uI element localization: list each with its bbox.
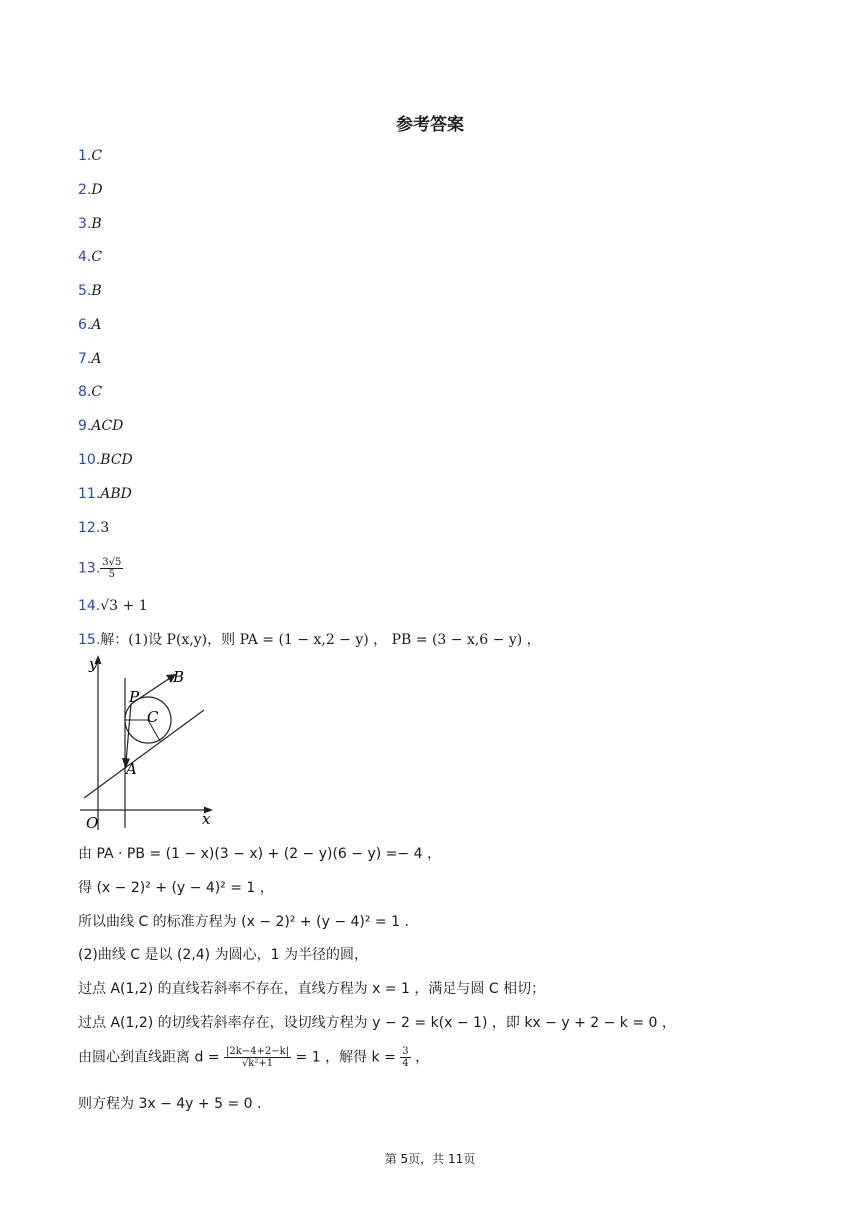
- answer-item: 14.√3 + 1: [78, 598, 148, 614]
- label-o: O: [86, 814, 99, 832]
- solution-line: 过点 A(1,2) 的直线若斜率不存在，直线方程为 x = 1 ，满足与圆 C 相切；: [78, 981, 546, 997]
- answer-item: 11.ABD: [78, 486, 132, 502]
- page-footer: 第 5页，共 11页: [384, 1152, 476, 1166]
- solution-line: 由 PA · PB = (1 − x)(3 − x) + (2 − y)(6 − y) =− 4 ，: [78, 846, 441, 862]
- label-a: A: [126, 760, 137, 778]
- answer-item: 9.ACD: [78, 418, 124, 434]
- answer-item: 1.C: [78, 148, 103, 164]
- answer-item: 7.A: [78, 351, 102, 367]
- answer-item: 15.解：(1)设 P(x,y)，则 PA = (1 − x,2 − y) ， PB = (3 − x,6 − y) ，: [78, 632, 541, 648]
- label-c: C: [147, 708, 159, 726]
- answer-item: 13. $\frac{3√5}{5}$: [78, 557, 122, 580]
- solution-line: 由圆心到直线距离 d = $\frac{|2k-4+2-k|}{\text{√k²+1}}$ = 1 ，解得 k = $\frac{3}{4}$ ，: [78, 1046, 430, 1069]
- geometry-figure: [76, 652, 216, 834]
- solution-line: (2)曲线 C 是以 (2,4) 为圆心，1 为半径的圆，: [78, 947, 368, 963]
- answer-item: 3.B: [78, 216, 102, 232]
- label-y: y: [89, 655, 98, 673]
- label-x: x: [202, 810, 211, 828]
- label-b: B: [173, 668, 185, 686]
- answer-item: 10.BCD: [78, 452, 133, 468]
- solution-line: 所以曲线 C 的标准方程为 (x − 2)² + (y − 4)² = 1 .: [78, 914, 409, 930]
- solution-line: 得 (x − 2)² + (y − 4)² = 1 ，: [78, 880, 274, 896]
- k-fraction: $\frac{3}{4}$: [402, 1046, 409, 1069]
- answer-item: 2.D: [78, 182, 103, 198]
- fraction: $\frac{3√5}{5}$: [102, 557, 122, 580]
- distance-fraction: $\frac{|2k-4+2-k|}{\text{√k²+1}}$: [225, 1046, 290, 1069]
- answer-item: 6.A: [78, 317, 102, 333]
- answer-item: 4.C: [78, 249, 103, 265]
- solution-line: 则方程为 3x − 4y + 5 = 0 .: [78, 1096, 262, 1112]
- answer-item: 8.C: [78, 384, 103, 400]
- page-title: 参考答案: [396, 115, 464, 135]
- solution-line: 过点 A(1,2) 的切线若斜率存在，设切线方程为 y − 2 = k(x − 1) ，即 kx − y + 2 − k = 0 ，: [78, 1015, 676, 1031]
- answer-item: 12.3: [78, 520, 110, 536]
- answer-item: 5.B: [78, 283, 102, 299]
- label-p: P: [129, 688, 140, 706]
- solution-line: (1)设 P(x,y)，则 PA = (1 − x,2 − y) ， PB = (3 − x,6 − y) ，: [128, 632, 541, 648]
